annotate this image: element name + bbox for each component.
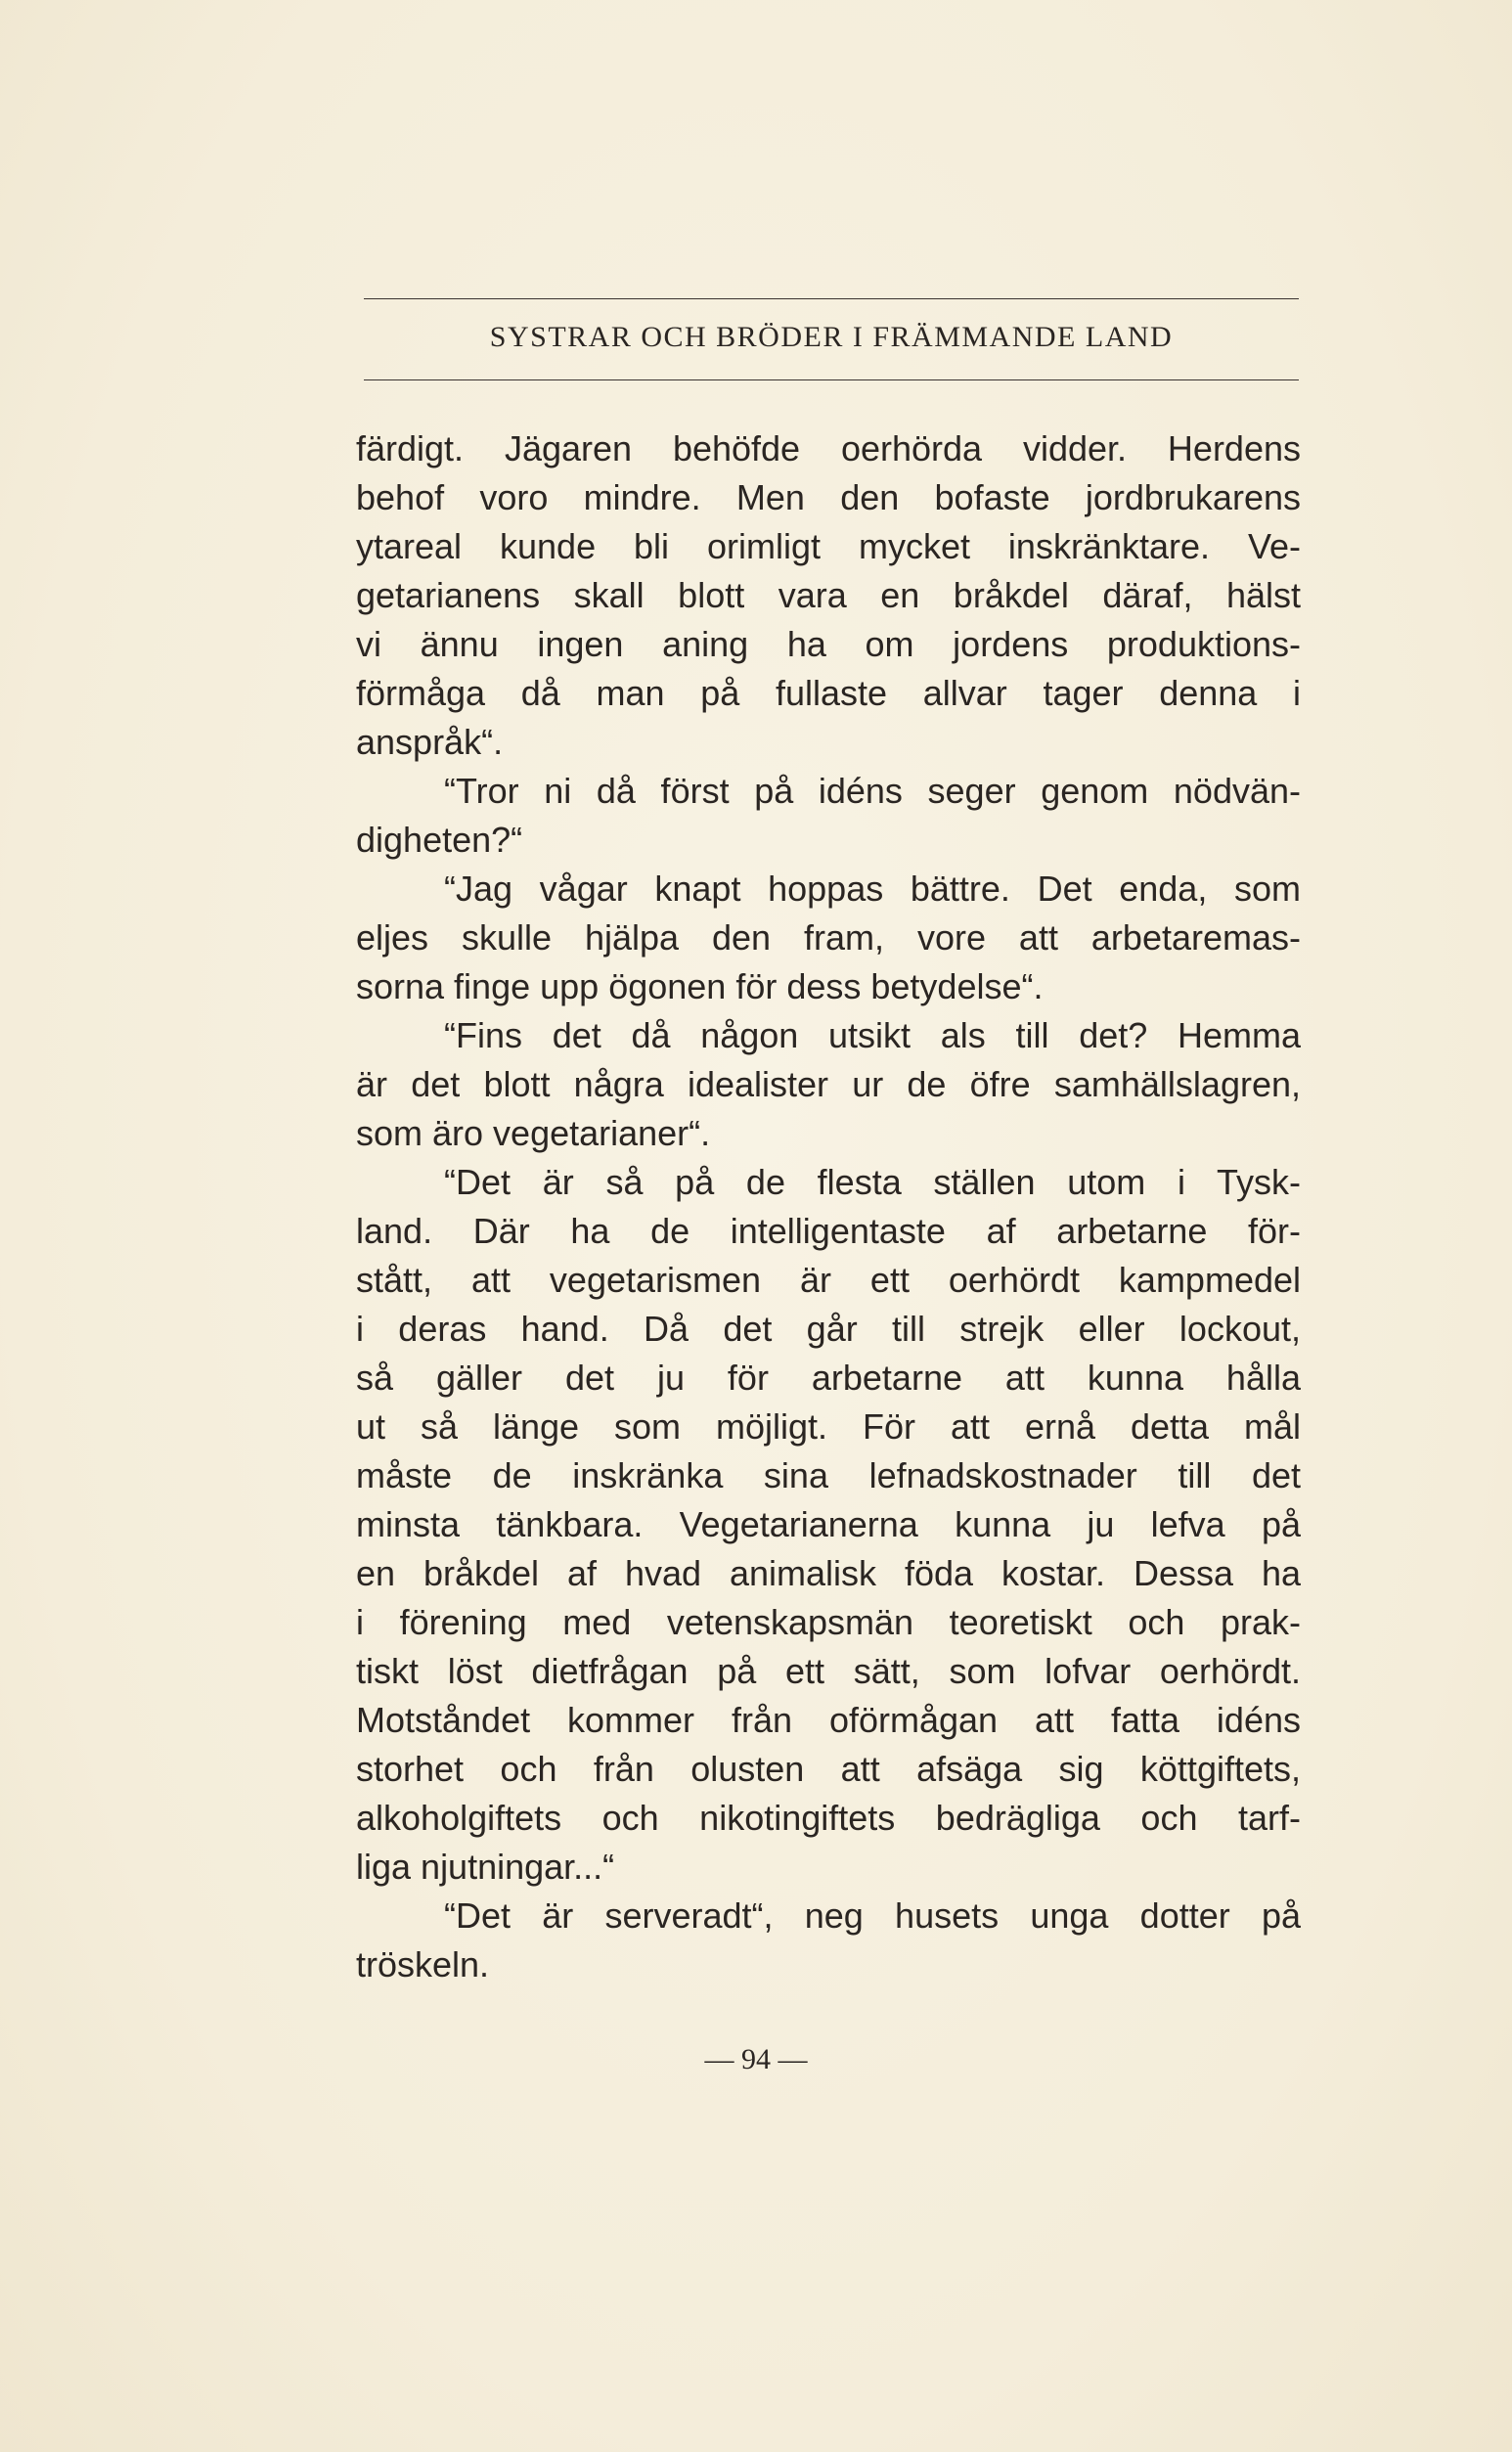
text-line: eljes skulle hjälpa den fram, vore att arbetaremas- (356, 917, 1301, 958)
text-line: som äro vegetarianer“. (356, 1113, 711, 1153)
text-line: minsta tänkbara. Vegetarianerna kunna ju lefva på (356, 1504, 1301, 1544)
text-line: en bråkdel af hvad animalisk föda kostar. Dessa ha (356, 1553, 1301, 1593)
text-line: storhet och från olusten att afsäga sig köttgiftets, (356, 1749, 1301, 1789)
text-line: digheten?“ (356, 820, 523, 860)
text-line: i förening med vetenskapsmän teoretiskt och prak- (356, 1602, 1301, 1642)
text-line: är det blott några idealister ur de öfre samhällslagren, (356, 1064, 1301, 1104)
running-head: SYSTRAR OCH BRÖDER I FRÄMMANDE LAND (489, 321, 1174, 353)
text-line: anspråk“. (356, 722, 504, 762)
text-line: liga njutningar...“ (356, 1847, 615, 1887)
body-text (356, 424, 1301, 1989)
header-rule-top (364, 298, 1299, 299)
page-number: — 94 — (704, 2043, 808, 2075)
text-line: Motståndet kommer från oförmågan att fatta idéns (356, 1700, 1301, 1740)
text-line: “Jag vågar knapt hoppas bättre. Det enda, som (444, 869, 1301, 909)
text-line: behof voro mindre. Men den bofaste jordbrukarens (356, 477, 1301, 517)
text-line: ut så länge som möjligt. För att ernå detta mål (356, 1406, 1301, 1447)
text-line: förmåga då man på fullaste allvar tager denna i (356, 673, 1301, 713)
header-rule-bottom (364, 379, 1299, 380)
text-line: sorna finge upp ögonen för dess betydelse“. (356, 966, 1044, 1006)
text-line: färdigt. Jägaren behöfde oerhörda vidder. Herdens (356, 428, 1301, 468)
text-line: i deras hand. Då det går till strejk eller lockout, (356, 1309, 1301, 1349)
text-line: stått, att vegetarismen är ett oerhördt kampmedel (356, 1260, 1301, 1300)
text-line: “Det är serveradt“, neg husets unga dotter på (444, 1895, 1301, 1936)
text-line: ytareal kunde bli orimligt mycket inskränktare. Ve- (356, 526, 1301, 566)
text-line: alkoholgiftets och nikotingiftets bedrägliga och tarf- (356, 1798, 1301, 1838)
text-line: “Fins det då någon utsikt als till det? Hemma (444, 1015, 1301, 1055)
text-line: så gäller det ju för arbetarne att kunna hålla (356, 1358, 1301, 1398)
text-line: tröskeln. (356, 1944, 490, 1984)
text-line: vi ännu ingen aning ha om jordens produktions- (356, 624, 1301, 664)
text-line: land. Där ha de intelligentaste af arbetarne för- (356, 1211, 1301, 1251)
text-line: getarianens skall blott vara en bråkdel däraf, hälst (356, 575, 1301, 615)
text-line: “Tror ni då först på idéns seger genom nödvän- (444, 771, 1301, 811)
text-line: tiskt löst dietfrågan på ett sätt, som lofvar oerhördt. (356, 1651, 1301, 1691)
text-line: måste de inskränka sina lefnadskostnader till det (356, 1455, 1301, 1495)
text-line: “Det är så på de flesta ställen utom i Tysk- (444, 1162, 1301, 1202)
